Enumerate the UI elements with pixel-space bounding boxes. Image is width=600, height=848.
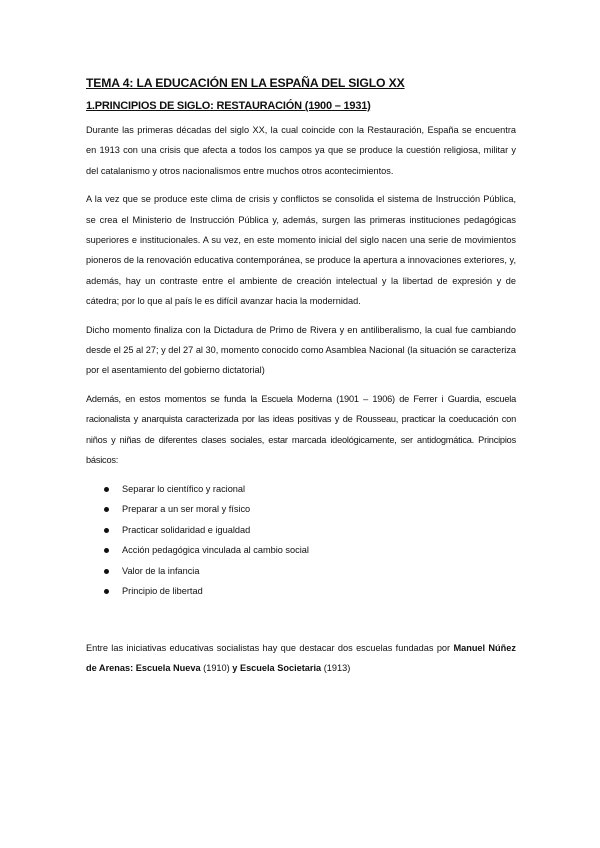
document-title: TEMA 4: LA EDUCACIÓN EN LA ESPAÑA DEL SIGLO XX [86, 76, 405, 90]
list-item [86, 561, 516, 582]
paragraph-restauracion: Durante las primeras décadas del siglo XX, la cual coincide con la Restauración, España se encuentra en 1913 con una crisis que afecta a todos los campos ya que se produce la cuestión religiosa, militar y del catalanismo y otros nacionalismos entre muchos otros acontecimientos. [86, 125, 516, 176]
bullet-icon [104, 569, 109, 574]
paragraph-socialist-schools [86, 638, 516, 679]
list-item-text: Preparar a un ser moral y físico [122, 504, 251, 515]
closing-connector: y [232, 663, 240, 674]
closing-colon: : [130, 663, 136, 674]
bullet-icon [104, 548, 109, 553]
paragraph-dictadura: Dicho momento finaliza con la Dictadura de Primo de Rivera y en antiliberalismo, la cual fue cambiando desde el 25 al 27; y del 27 al 30, momento conocido como Asamblea Nacional (la situación se caracteriza por el asentamiento del gobierno dictatorial) [86, 324, 517, 376]
list-item [86, 581, 516, 602]
bullet-icon [104, 507, 109, 512]
author-name: Manuel Núñez de Arenas [86, 643, 516, 674]
list-item [86, 479, 516, 500]
list-item [86, 520, 516, 541]
list-item-text: Practicar solidaridad e igualdad [122, 524, 251, 535]
bullet-icon [104, 487, 109, 492]
paragraph-escuela-moderna: Además, en estos momentos se funda la Escuela Moderna (1901 – 1906) de Ferrer i Guardia, escuela racionalista y anarquista caracterizada por las ideas positivas y de Rousseau, practicar la coeducación con niños y niñas de diferentes clases sociales, estar marcada ideológicamente, ser antidogmática. Principios básicos: [86, 393, 516, 466]
school-name-2: Escuela Societaria [239, 663, 322, 674]
school-year-1: (1910) [200, 663, 233, 674]
list-item-text: Valor de la infancia [122, 565, 200, 576]
list-item-text: Principio de libertad [122, 586, 203, 597]
principles-list [86, 479, 516, 603]
list-item-text: Separar lo científico y racional [122, 483, 246, 494]
school-name-1: Escuela Nueva [135, 663, 201, 674]
list-item-text: Acción pedagógica vinculada al cambio social [122, 545, 309, 556]
list-item [86, 499, 516, 520]
section-heading: 1.PRINCIPIOS DE SIGLO: RESTAURACIÓN (1900 – 1931) [86, 100, 371, 112]
bullet-icon [104, 528, 109, 533]
list-item [86, 540, 516, 561]
school-year-2: (1913) [321, 663, 351, 674]
closing-intro-text: Entre las iniciativas educativas socialistas hay que destacar dos escuelas fundadas por [86, 643, 454, 654]
paragraph-instruccion-publica: A la vez que se produce este clima de crisis y conflictos se consolida el sistema de Instrucción Pública, se crea el Ministerio de Instrucción Pública y, además, surgen las primeras instituciones pedagógicas superiores e institucionales. A su vez, en este momento inicial del siglo nacen una serie de movimientos pioneros de la renovación educativa contemporánea, se produce la apertura a innovaciones exteriores, y, además, hay un contraste entre el ambiente de creación intelectual y la libertad de expresión y de cátedra; por lo que al país le es difícil avanzar hacia la modernidad. [86, 194, 516, 307]
document-page [86, 76, 516, 687]
bullet-icon [104, 589, 109, 594]
